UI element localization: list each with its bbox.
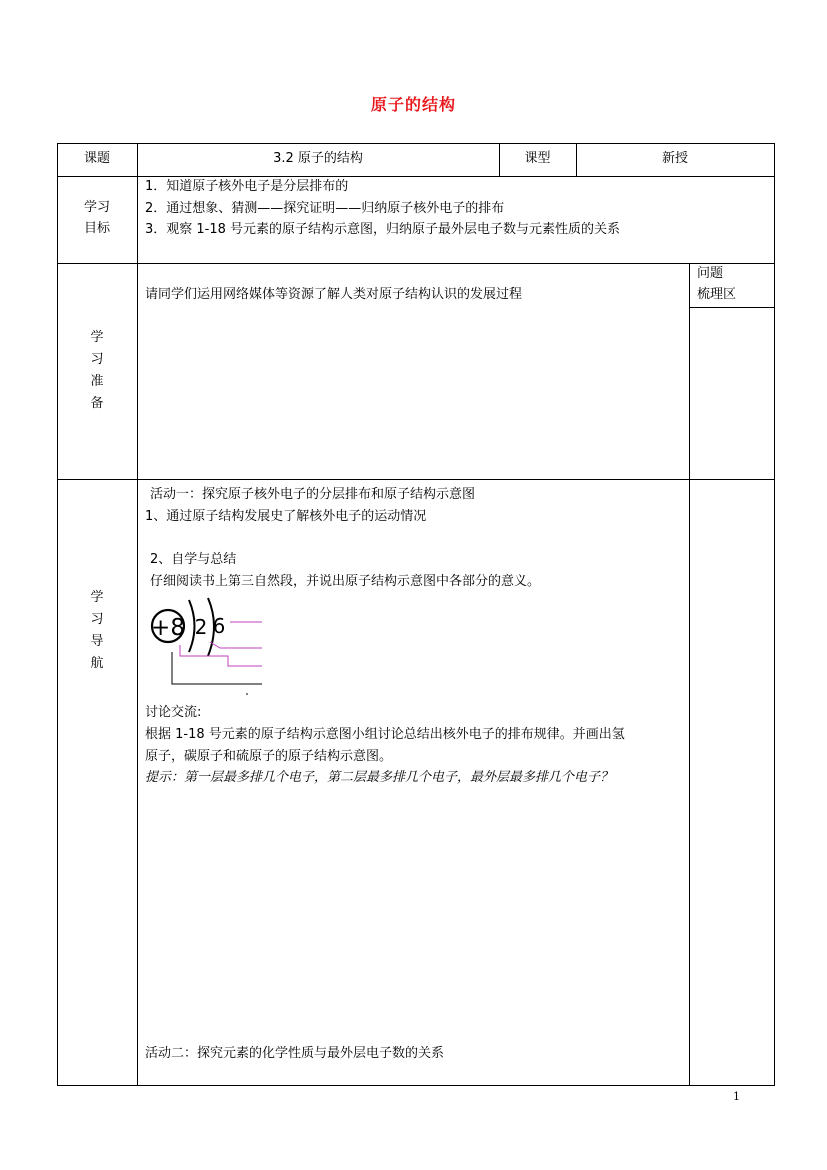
prep-label-char-4: 备	[90, 396, 104, 411]
prep-label	[57, 327, 137, 415]
step-2-heading: 2、自学与总结	[150, 552, 237, 567]
prep-text: 请同学们运用网络媒体等资源了解人类对原子结构认识的发展过程	[145, 287, 523, 302]
table-border-bottom	[57, 1085, 775, 1086]
subject-label: 课题	[83, 151, 110, 166]
type-label: 课型	[524, 151, 551, 166]
notes-label	[697, 263, 736, 305]
nucleus-charge: +8	[151, 615, 185, 641]
prep-label-char-2: 习	[90, 352, 104, 367]
table-border-right	[774, 143, 775, 1086]
inner-shell-electrons: 2	[194, 615, 208, 639]
step-1-text: 1、通过原子结构发展史了解核外电子的运动情况	[145, 509, 427, 524]
discussion-title: 讨论交流:	[145, 705, 202, 720]
subject-value: 3.2 原子的结构	[273, 151, 363, 166]
notes-label-line1: 问题	[697, 266, 724, 281]
row-divider-goals	[57, 263, 775, 264]
discussion-line-2: 原子，碳原子和硫原子的原子结构示意图。	[145, 749, 393, 764]
goals-label-line1: 学习	[83, 200, 110, 215]
notes-label-line2: 梳理区	[697, 287, 737, 302]
activity-1-heading: 活动一：探究原子核外电子的分层排布和原子结构示意图	[150, 487, 476, 502]
guide-label	[57, 587, 137, 675]
pointer-line-4	[172, 652, 262, 684]
notes-column-divider	[689, 263, 690, 1086]
goals-label	[57, 197, 137, 239]
goal-item-2: 2．通过想象、猜测——探究证明——归纳原子核外电子的排布	[145, 201, 505, 216]
row-divider-prep	[57, 479, 775, 480]
notes-label-divider	[689, 307, 775, 308]
discussion-line-1: 根据 1-18 号元素的原子结构示意图小组讨论总结出核外电子的排布规律。并画出氢	[145, 727, 625, 742]
activity-2-heading: 活动二：探究元素的化学性质与最外层电子数的关系	[145, 1046, 445, 1061]
step-2-text: 仔细阅读书上第三自然段，并说出原子结构示意图中各部分的意义。	[150, 574, 541, 589]
document-title: 原子的结构	[370, 95, 456, 114]
goal-item-3: 3．观察 1-18 号元素的原子结构示意图，归纳原子最外层电子数与元素性质的关系	[145, 222, 621, 237]
hint-text: 提示：第一层最多排几个电子，第二层最多排几个电子，最外层最多排几个电子？	[145, 770, 614, 785]
prep-label-char-3: 准	[90, 374, 104, 389]
page-number: 1	[733, 1090, 740, 1103]
goals-label-line2: 目标	[83, 221, 110, 236]
atom-structure-diagram	[140, 592, 270, 698]
guide-label-char-4: 航	[90, 656, 104, 671]
table-border-top	[57, 143, 775, 144]
outer-shell-electrons: 6	[212, 614, 226, 638]
goal-item-1: 1．知道原子核外电子是分层排布的	[145, 179, 349, 194]
guide-label-char-1: 学	[90, 590, 104, 605]
prep-label-char-1: 学	[90, 330, 104, 345]
guide-label-char-3: 导	[90, 634, 104, 649]
pointer-line-2	[210, 642, 262, 648]
label-column-divider	[137, 143, 138, 1086]
guide-label-char-2: 习	[90, 612, 104, 627]
type-value: 新授	[661, 151, 688, 166]
